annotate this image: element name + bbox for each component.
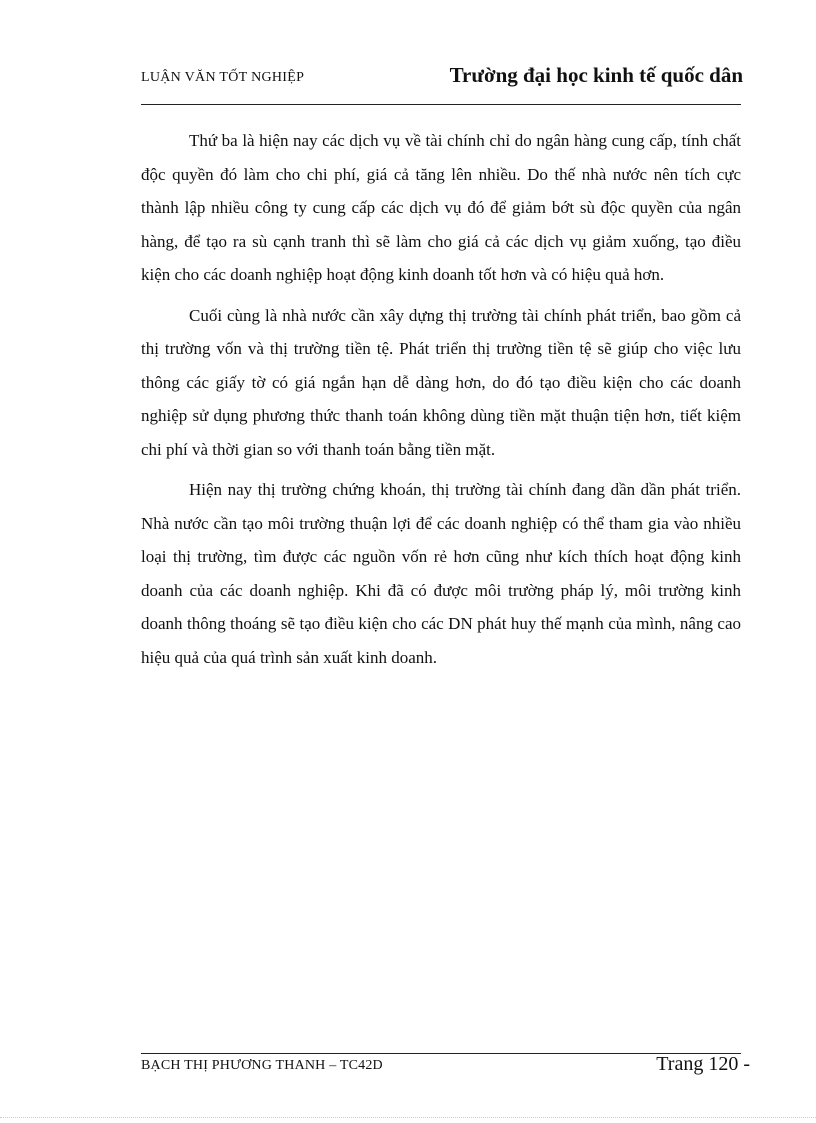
paragraph: Thứ ba là hiện nay các dịch vụ về tài chính chỉ do ngân hàng cung cấp, tính chất độc quyền đó làm cho chi phí, giá cả tăng lên nhiều. Do thế nhà nước nên tích cực thành lập nhiều công ty cung cấp các dịch vụ đó để giảm bớt sù độc quyền của ngân hàng, để tạo ra sù cạnh tranh thì sẽ làm cho giá cả các dịch vụ giảm xuống, tạo điều kiện cho các doanh nghiệp hoạt động kinh doanh tốt hơn và có hiệu quả hơn. (141, 131, 741, 284)
header-thesis-label: LUẬN VĂN TỐT NGHIỆP (141, 70, 305, 85)
header-university-name: Trường đại học kinh tế quốc dân (449, 63, 743, 87)
footer-divider (141, 1053, 741, 1054)
paragraph: Hiện nay thị trường chứng khoán, thị trường tài chính đang dần dần phát triển. Nhà nước cần tạo môi trường thuận lợi để các doanh nghiệp có thể tham gia vào nhiều loại thị trường, tìm được các nguồn vốn rẻ hơn cũng như kích thích hoạt động kinh doanh của các doanh nghiệp. Khi đã có được môi trường pháp lý, môi trường kinh doanh thông thoáng sẽ tạo điều kiện cho các DN phát huy thế mạnh của mình, nâng cao hiệu quả của quá trình sản xuất kinh doanh. (141, 480, 741, 667)
document-body (141, 124, 741, 681)
header-divider (141, 104, 741, 105)
paragraph: Cuối cùng là nhà nước cần xây dựng thị trường tài chính phát triển, bao gồm cả thị trường vốn và thị trường tiền tệ. Phát triển thị trường tiền tệ sẽ giúp cho việc lưu thông các giấy tờ có giá ngắn hạn dễ dàng hơn, do đó tạo điều kiện cho các doanh nghiệp sử dụng phương thức thanh toán không dùng tiền mặt thuận tiện hơn, tiết kiệm chi phí và thời gian so với thanh toán bằng tiền mặt. (141, 305, 741, 459)
footer-page-number: Trang 120 - (656, 1053, 750, 1075)
page-edge-divider (0, 1117, 816, 1118)
footer-author: BẠCH THỊ PHƯƠNG THANH – TC42D (141, 1058, 383, 1073)
